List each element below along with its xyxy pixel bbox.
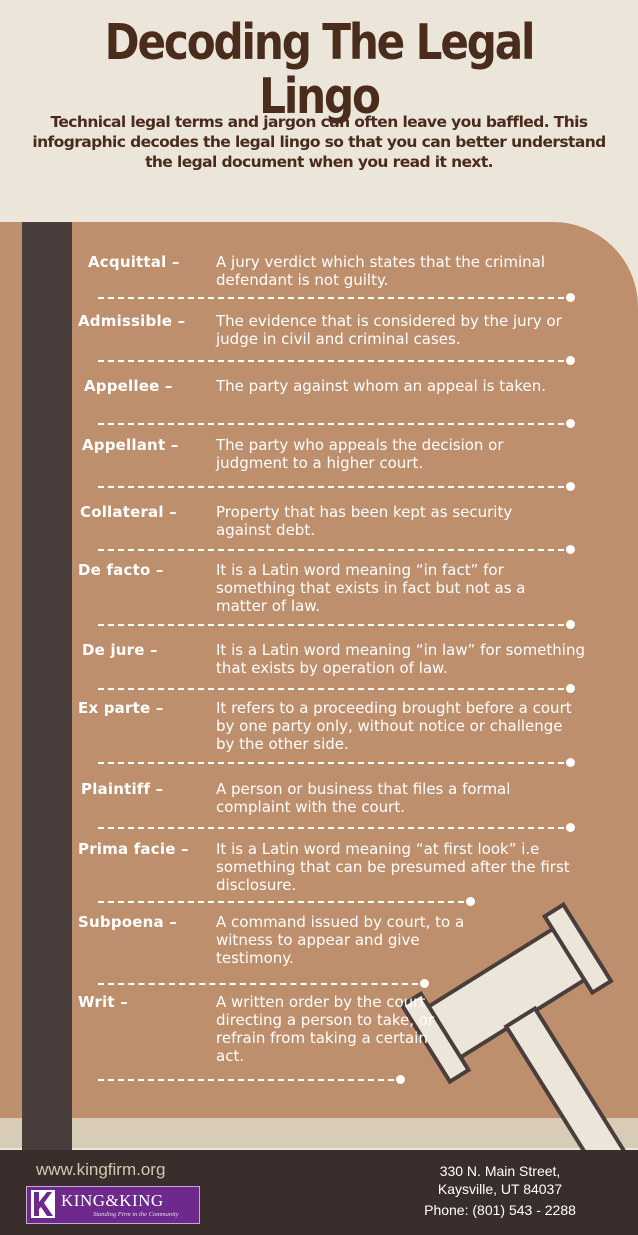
divider [98, 297, 564, 299]
divider-dot [566, 293, 575, 302]
term-definition: The party who appeals the decision or judgment to a higher court. [216, 436, 504, 472]
term-label: Ex parte – [78, 699, 164, 717]
term-label: Subpoena – [78, 913, 177, 931]
divider [98, 688, 564, 690]
address-line: 330 N. Main Street, [439, 1163, 561, 1179]
term-label: Admissible – [78, 312, 186, 330]
divider [98, 423, 564, 425]
term-label: De facto – [78, 561, 164, 579]
divider [98, 360, 564, 362]
divider-dot [396, 1075, 405, 1084]
divider-dot [566, 758, 575, 767]
divider [98, 983, 418, 985]
divider-dot [466, 897, 475, 906]
divider [98, 827, 564, 829]
company-logo [26, 1186, 200, 1224]
website-link[interactable]: www.kingfirm.org [36, 1160, 166, 1179]
divider [98, 624, 564, 626]
term-definition: It refers to a proceeding brought before a court by one party only, without notice or challenge by the other side. [216, 699, 572, 753]
address [400, 1162, 600, 1198]
term-label: Appellee – [84, 377, 173, 395]
term-definition: It is a Latin word meaning “in fact” for something that exists in fact but not as a matter of law. [216, 561, 526, 615]
term-label: Plaintiff – [81, 780, 164, 798]
address-line: Kaysville, UT 84037 [437, 1181, 563, 1197]
term-label: Writ – [78, 993, 128, 1011]
footer [0, 1150, 638, 1235]
term-label: Acquittal – [88, 253, 180, 271]
divider [98, 1079, 394, 1081]
phone-number: Phone: (801) 543 - 2288 [424, 1202, 576, 1218]
divider-dot [566, 620, 575, 629]
divider-dot [420, 979, 429, 988]
divider-dot [566, 356, 575, 365]
page-title: Decoding The Legal Lingo [104, 14, 534, 125]
term-definition: The party against whom an appeal is taken. [216, 377, 546, 395]
divider [98, 901, 464, 903]
divider-dot [566, 684, 575, 693]
term-label: Appellant – [82, 436, 179, 454]
divider-dot [566, 419, 575, 428]
logo-name: KING&KING [61, 1191, 164, 1210]
logo-tagline: Standing Firm in the Community [93, 1211, 179, 1218]
divider-dot [566, 545, 575, 554]
term-label: Collateral – [80, 503, 177, 521]
term-definition: A person or business that files a formal complaint with the court. [216, 780, 511, 816]
logo-emblem-icon [31, 1190, 55, 1218]
divider [98, 762, 564, 764]
term-definition: It is a Latin word meaning “at first look” i.e something that can be presumed after the first disclosure. [216, 840, 570, 894]
term-label: De jure – [82, 641, 158, 659]
divider-dot [566, 482, 575, 491]
term-definition: It is a Latin word meaning “in law” for something that exists by operation of law. [216, 641, 585, 677]
term-definition: A written order by the court directing a person to take, or refrain from taking a certain act. [216, 993, 435, 1065]
term-definition: A jury verdict which states that the criminal defendant is not guilty. [216, 253, 545, 289]
term-definition: A command issued by court, to a witness to appear and give testimony. [216, 913, 465, 967]
page-subtitle: Technical legal terms and jargon can often leave you baffled. This infographic decodes the legal lingo so that you can better understand the legal document when you read it next. [32, 113, 606, 171]
term-label: Prima facie – [78, 840, 189, 858]
divider [98, 486, 564, 488]
divider-dot [566, 823, 575, 832]
term-definition: Property that has been kept as security against debt. [216, 503, 513, 539]
term-definition: The evidence that is considered by the jury or judge in civil and criminal cases. [216, 312, 562, 348]
divider [98, 549, 564, 551]
